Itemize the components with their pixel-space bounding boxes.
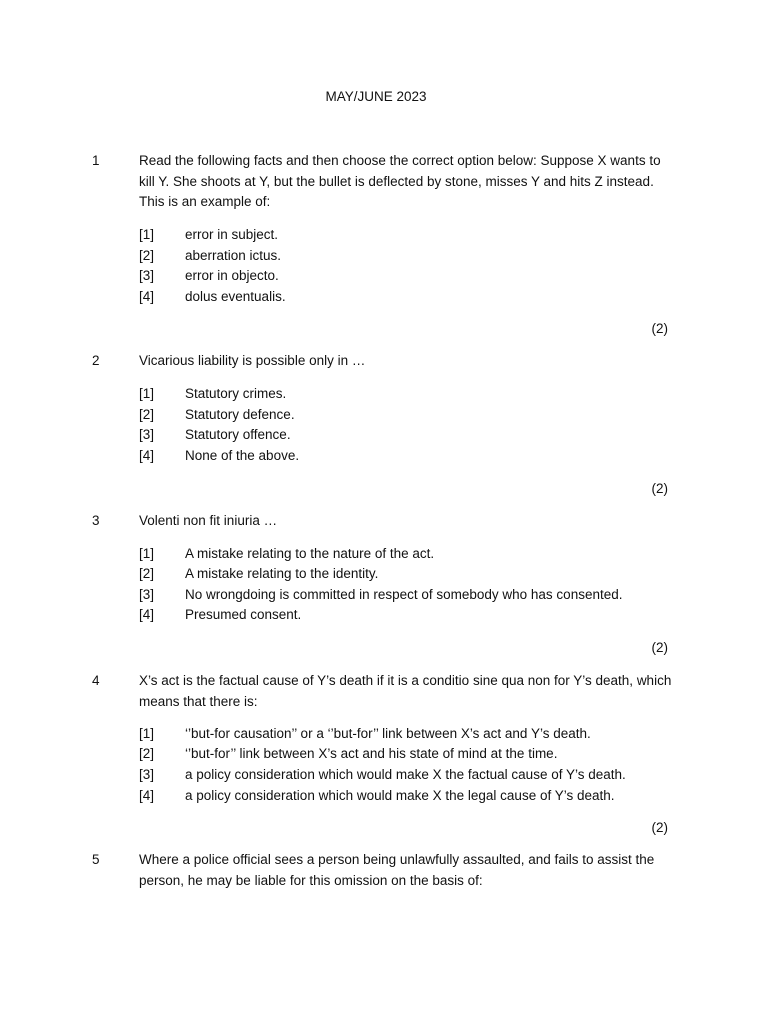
- option-item: [139, 724, 699, 745]
- marks-label: (2): [651, 640, 668, 655]
- option-item: [139, 605, 699, 626]
- marks-label: (2): [651, 321, 668, 336]
- option-text: a policy consideration which would make X the legal cause of Y’s death.: [185, 788, 615, 803]
- option-label: [1]: [139, 546, 155, 561]
- question-number: 2: [92, 353, 100, 368]
- option-label: [3]: [139, 767, 155, 782]
- option-item: [139, 786, 699, 807]
- question-text: Volenti non fit iniuria …: [139, 513, 278, 528]
- option-item: [139, 425, 699, 446]
- question-text: Read the following facts and then choose the correct option below: Suppose X wants to kill Y. She shoots at Y, but the bullet is deflected by stone, misses Y and hits Z instead. This is an example of:: [139, 153, 661, 209]
- option-label: [4]: [139, 607, 155, 622]
- option-item: [139, 765, 699, 786]
- option-text: a policy consideration which would make X the factual cause of Y’s death.: [185, 767, 626, 782]
- option-text: Statutory offence.: [185, 427, 291, 442]
- option-item: [139, 266, 699, 287]
- option-label: [4]: [139, 448, 155, 463]
- option-item: [139, 225, 699, 246]
- option-text: A mistake relating to the identity.: [185, 566, 379, 581]
- option-text: error in objecto.: [185, 268, 279, 283]
- option-text: aberration ictus.: [185, 248, 282, 263]
- option-text: None of the above.: [185, 448, 300, 463]
- option-label: [3]: [139, 427, 155, 442]
- option-label: [3]: [139, 587, 155, 602]
- option-item: [139, 585, 699, 606]
- question-number: 1: [92, 153, 100, 168]
- page-title: MAY/JUNE 2023: [325, 89, 427, 104]
- option-item: [139, 405, 699, 426]
- option-item: [139, 564, 699, 585]
- question-text: X’s act is the factual cause of Y’s death if it is a conditio sine qua non for Y’s death, which means that there is:: [139, 673, 672, 709]
- option-label: [4]: [139, 289, 155, 304]
- question-number: 4: [92, 673, 100, 688]
- option-text: Statutory defence.: [185, 407, 295, 422]
- option-item: [139, 744, 699, 765]
- option-label: [2]: [139, 566, 155, 581]
- option-text: No wrongdoing is committed in respect of somebody who has consented.: [185, 587, 623, 602]
- question-number: 3: [92, 513, 100, 528]
- question-text: Where a police official sees a person being unlawfully assaulted, and fails to assist the person, he may be liable for this omission on the basis of:: [139, 852, 655, 888]
- marks-label: (2): [651, 820, 668, 835]
- option-label: [1]: [139, 386, 155, 401]
- option-text: A mistake relating to the nature of the act.: [185, 546, 435, 561]
- option-item: [139, 246, 699, 267]
- option-text: ‘’but-for’’ link between X’s act and his state of mind at the time.: [185, 746, 558, 761]
- option-label: [2]: [139, 248, 155, 263]
- option-label: [4]: [139, 788, 155, 803]
- option-item: [139, 544, 699, 565]
- option-item: [139, 384, 699, 405]
- option-item: [139, 287, 699, 308]
- option-label: [1]: [139, 726, 155, 741]
- option-item: [139, 446, 699, 467]
- question-number: 5: [92, 852, 100, 867]
- option-text: Statutory crimes.: [185, 386, 287, 401]
- option-label: [3]: [139, 268, 155, 283]
- option-text: ‘’but-for causation’’ or a ‘’but-for’’ link between X’s act and Y’s death.: [185, 726, 591, 741]
- option-label: [2]: [139, 407, 155, 422]
- marks-label: (2): [651, 481, 668, 496]
- option-label: [1]: [139, 227, 155, 242]
- option-label: [2]: [139, 746, 155, 761]
- option-text: dolus eventualis.: [185, 289, 286, 304]
- option-text: Presumed consent.: [185, 607, 302, 622]
- question-text: Vicarious liability is possible only in …: [139, 353, 366, 368]
- option-text: error in subject.: [185, 227, 279, 242]
